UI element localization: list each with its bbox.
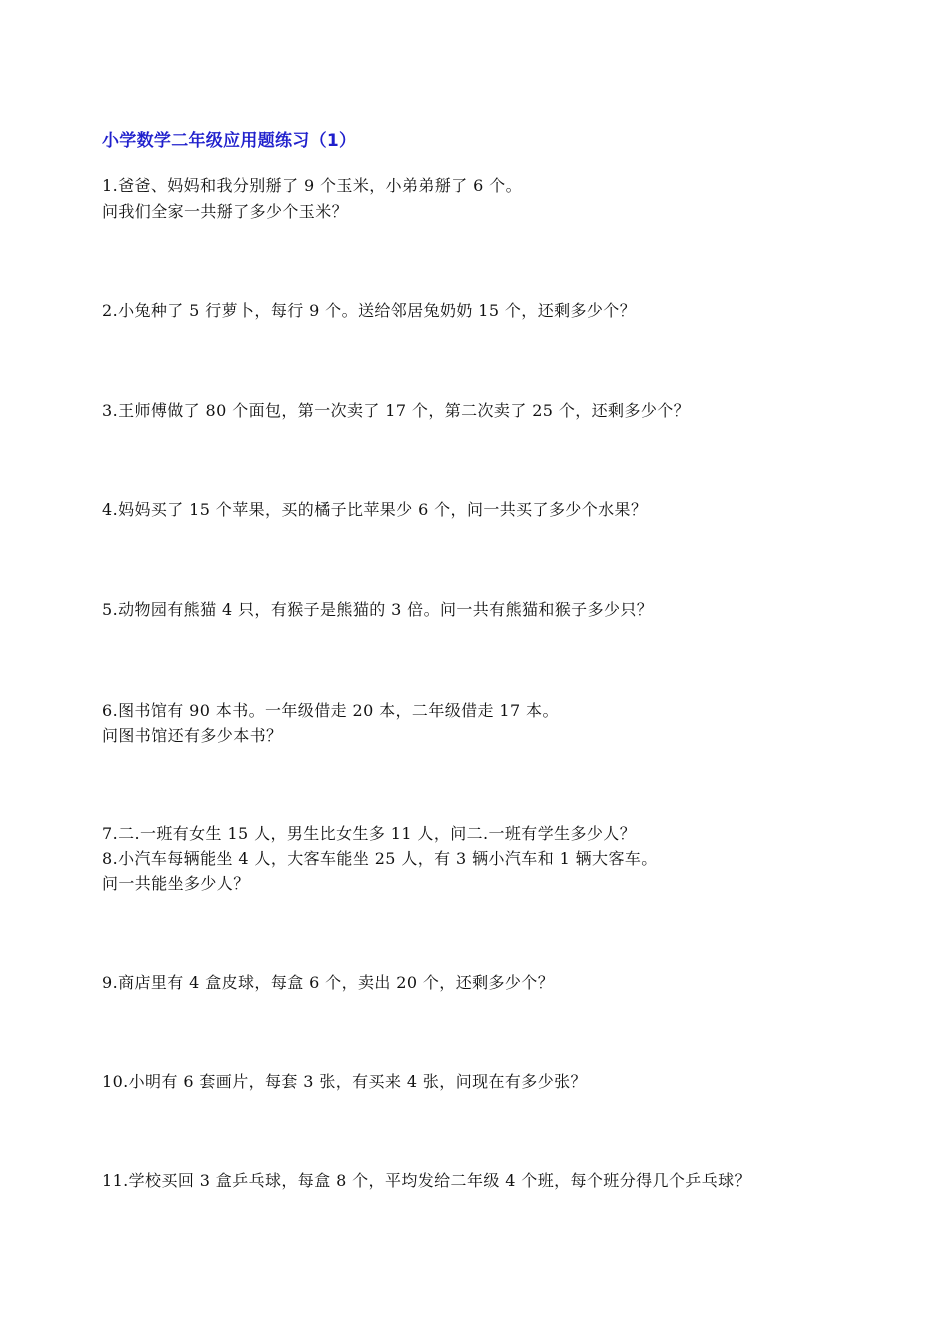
question-3: 3.王师傅做了 80 个面包，第一次卖了 17 个，第二次卖了 25 个，还剩多少个？ (102, 401, 691, 420)
question-2: 2.小兔种了 5 行萝卜，每行 9 个。送给邻居兔奶奶 15 个，还剩多少个？ (102, 301, 637, 320)
page-title: 小学数学二年级应用题练习（1） (102, 131, 357, 151)
question-4: 4.妈妈买了 15 个苹果，买的橘子比苹果少 6 个，问一共买了多少个水果？ (102, 500, 648, 519)
question-6-line-2: 问图书馆还有多少本书？ (102, 726, 283, 745)
question-7: 7.二.一班有女生 15 人，男生比女生多 11 人，问二.一班有学生多少人？ (102, 824, 637, 843)
question-5: 5.动物园有熊猫 4 只，有猴子是熊猫的 3 倍。问一共有熊猫和猴子多少只？ (102, 600, 654, 619)
question-1-line-2: 问我们全家一共掰了多少个玉米？ (102, 202, 349, 221)
question-11: 11.学校买回 3 盒乒乓球，每盒 8 个，平均发给二年级 4 个班，每个班分得几个乒乓球？ (102, 1171, 751, 1190)
question-10: 10.小明有 6 套画片，每套 3 张，有买来 4 张，问现在有多少张？ (102, 1072, 587, 1091)
question-1-line-1: 1.爸爸、妈妈和我分别掰了 9 个玉米，小弟弟掰了 6 个。 (102, 176, 522, 195)
question-8-line-2: 问一共能坐多少人？ (102, 874, 250, 893)
question-8-line-1: 8.小汽车每辆能坐 4 人，大客车能坐 25 人，有 3 辆小汽车和 1 辆大客车。 (102, 849, 658, 868)
question-6-line-1: 6.图书馆有 90 本书。一年级借走 20 本，二年级借走 17 本。 (102, 701, 559, 720)
question-9: 9.商店里有 4 盒皮球，每盒 6 个，卖出 20 个，还剩多少个？ (102, 973, 555, 992)
